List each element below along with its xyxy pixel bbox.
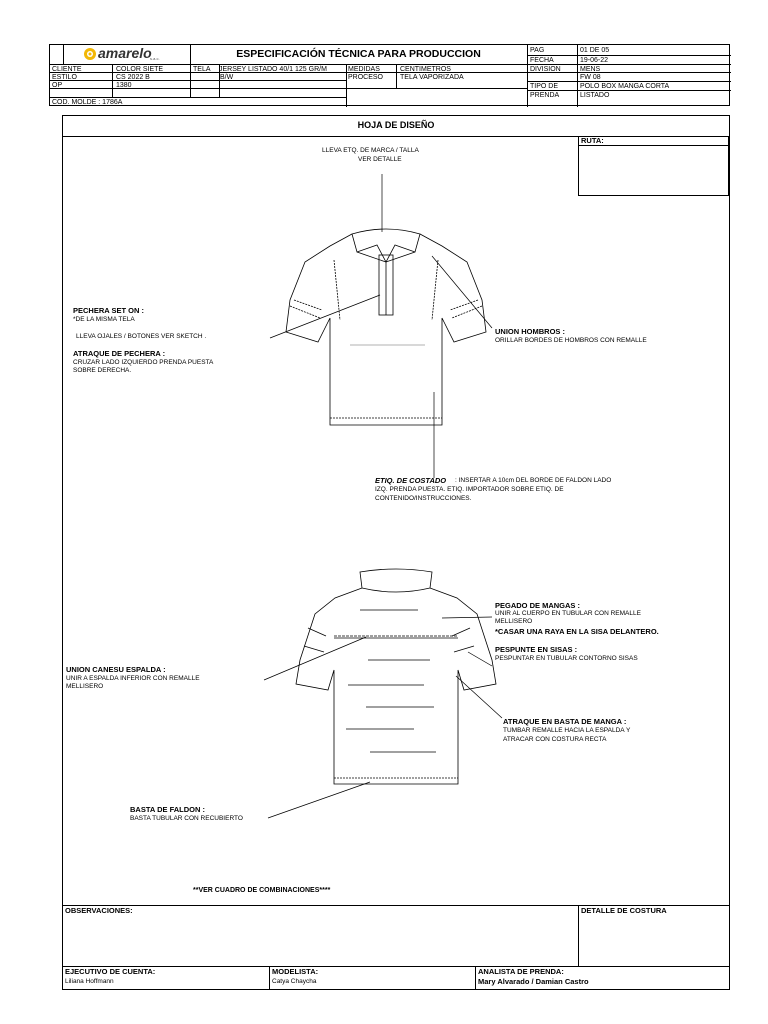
atraque-manga-title: ATRAQUE EN BASTA DE MANGA : (503, 717, 627, 726)
modelista-name: Catya Chaycha (272, 978, 317, 985)
pegado-mangas-note-1: UNIR AL CUERPO EN TUBULAR CON REMALLE (495, 610, 641, 617)
union-hombros-title: UNION HOMBROS : (495, 327, 565, 336)
division-label: DIVISION (530, 66, 561, 73)
prenda-label: PRENDA (530, 92, 560, 99)
pegado-mangas-note-2: MELLISERO (495, 618, 533, 625)
estilo-value: CS 2022 B (116, 74, 150, 81)
medidas-label: MEDIDAS (348, 66, 380, 73)
logo-text: amarelo (98, 45, 152, 61)
modelista-label: MODELISTA: (272, 967, 319, 976)
tela-value-2: B/W (220, 74, 234, 81)
basta-faldon-note: BASTA TUBULAR CON RECUBIERTO (130, 815, 243, 822)
division-value: MENS (580, 66, 601, 73)
analista-label: ANALISTA DE PRENDA: (478, 967, 564, 976)
pespunte-sisas-note: PESPUNTAR EN TUBULAR CONTORNO SISAS (495, 655, 638, 662)
atraque-manga-note-1: TUMBAR REMALLE HACIA LA ESPALDA Y (503, 727, 631, 734)
op-label: OP (52, 82, 63, 89)
back-polo-sketch (296, 569, 496, 784)
season-value: FW 08 (580, 74, 601, 81)
sheet-title: HOJA DE DISEÑO (357, 120, 435, 130)
atraque-pechera-title: ATRAQUE DE PECHERA : (73, 349, 166, 358)
observaciones-label: OBSERVACIONES: (65, 906, 133, 915)
op-value: 1380 (116, 82, 132, 89)
canesu-note-1: UNIR A ESPALDA INFERIOR CON REMALLE (66, 675, 200, 682)
analista-name: Mary Alvarado / Damian Castro (478, 977, 589, 986)
estilo-label: ESTILO (52, 74, 77, 81)
union-hombros-note: ORILLAR BORDES DE HOMBROS CON REMALLE (495, 337, 647, 344)
cliente-label: CLIENTE (52, 66, 82, 73)
tela-value: JERSEY LISTADO 40/1 125 GR/M (219, 66, 327, 73)
ruta-label: RUTA: (581, 136, 604, 145)
combinaciones-note: **VER CUADRO DE COMBINACIONES**** (193, 887, 331, 894)
prenda-value: LISTADO (580, 92, 610, 99)
etiq-costado-note-1: : INSERTAR A 10cm DEL BORDE DE FALDON LADO (455, 477, 612, 484)
pegado-mangas-title: PEGADO DE MANGAS : (495, 601, 581, 610)
fecha-label: FECHA (530, 57, 554, 64)
etiq-costado-note-3: CONTENIDO/INSTRUCCIONES. (375, 495, 472, 502)
tipo-label: TIPO DE (530, 83, 559, 90)
proceso-label: PROCESO (348, 74, 384, 81)
detalle-costura-label: DETALLE DE COSTURA (581, 906, 667, 915)
front-polo-sketch (286, 229, 486, 425)
ejecutivo-name: Liliana Hoffmann (65, 978, 114, 985)
pag-label: PAG (530, 47, 545, 54)
pag-value: 01 DE 05 (580, 47, 610, 54)
page-title: ESPECIFICACIÓN TÉCNICA PARA PRODUCCION (236, 48, 481, 60)
etiqueta-note-2: VER DETALLE (358, 156, 402, 163)
atraque-manga-note-2: ATRACAR CON COSTURA RECTA (503, 736, 607, 743)
etiq-costado-title: ETIQ. DE COSTADO (375, 476, 447, 485)
cliente-value: COLOR SIETE (116, 66, 164, 73)
casar-raya-note: *CASAR UNA RAYA EN LA SISA DELANTERO. (495, 627, 659, 636)
pespunte-sisas-title: PESPUNTE EN SISAS : (495, 645, 578, 654)
etiq-costado-note-2: IZQ. PRENDA PUESTA. ETIQ. IMPORTADOR SOBRE ETIQ. DE (375, 486, 564, 493)
pechera-title: PECHERA SET ON : (73, 306, 144, 315)
canesu-note-2: MELLISERO (66, 683, 104, 690)
atraque-pechera-note-2: SOBRE DERECHA. (73, 367, 132, 374)
basta-faldon-title: BASTA DE FALDON : (130, 805, 205, 814)
tela-label: TELA (193, 66, 211, 73)
canesu-title: UNION CANESU ESPALDA : (66, 665, 166, 674)
medidas-value: CENTIMETROS (400, 66, 451, 73)
molde-code: COD. MOLDE : 1786A (52, 99, 123, 106)
proceso-value: TELA VAPORIZADA (400, 74, 464, 81)
tipo-value: POLO BOX MANGA CORTA (580, 83, 670, 90)
pechera-note-2: LLEVA OJALES / BOTONES VER SKETCH . (76, 333, 207, 340)
ejecutivo-label: EJECUTIVO DE CUENTA: (65, 967, 156, 976)
pechera-note-1: *DE LA MISMA TELA (73, 316, 135, 323)
logo-sub: s.a.c. (150, 56, 160, 61)
fecha-value: 19-06-22 (580, 57, 609, 64)
atraque-pechera-note-1: CRUZAR LADO IZQUIERDO PRENDA PUESTA (73, 359, 214, 366)
etiqueta-note-1: LLEVA ETQ. DE MARCA / TALLA (322, 147, 419, 154)
